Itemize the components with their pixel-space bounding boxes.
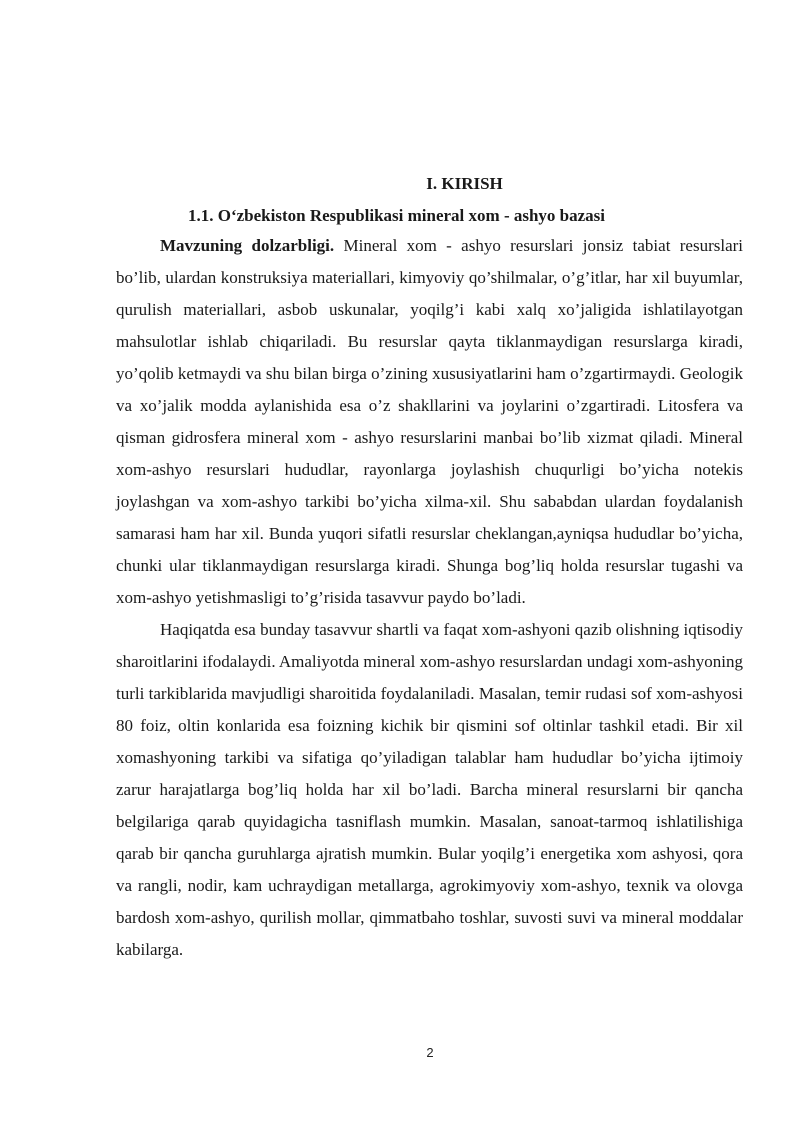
paragraph-classification: Haqiqatda esa bunday tasavvur shartli va faqat xom-ashyoni qazib olishning iqtisodiy sharoitlarini ifodalaydi. Amaliyotda mineral xom-ashyo resurslardan undagi xom-ashyoning turli tarkiblarida mavjudligi sharoitida foydalaniladi. Masalan, temir rudasi sof xom-ashyosi 80 foiz, oltin konlarida esa foizning kichik bir qismini sof oltinlar tashkil etadi. Bir xil xomashyoning tarkibi va sifatiga qo’yiladigan talablar ham hududlar bo’yicha ijtimoiy zarur harajatlarga bog’liq holda har xil bo’ladi. Barcha mineral resurslarni bir qancha belgilariga qarab quyidagicha tasniflash mumkin. Masalan, sanoat-tarmoq ishlatilishiga qarab bir qancha guruhlarga ajratish mumkin. Bular yoqilg’i energetika xom ashyosi, qora va rangli, nodir, kam uchraydigan metallarga, agrokimyoviy xom-ashyo, texnik va olovga bardosh xom-ashyo, qurilish mollar, qimmatbaho toshlar, suvosti suvi va mineral moddalar kabilarga. <box>116 620 743 959</box>
page-number: 2 <box>426 1045 434 1060</box>
paragraph-relevance <box>116 230 743 614</box>
section-title: 1.1. O‘zbekiston Respublikasi mineral xom - ashyo bazasi <box>188 206 606 225</box>
document-page <box>116 170 743 966</box>
paragraph-body: Mineral xom - ashyo resurslari jonsiz tabiat resurslari bo’lib, ulardan konstruksiya materiallari, kimyoviy qo’shilmalar, o’g’itlar, har xil buyumlar, qurulish materiallari, asbob uskunalar, yoqilg’i kabi xalq xo’jaligida ishlatilayotgan mahsulotlar ishlab chiqariladi. Bu resurslar qayta tiklanmaydigan resurslarga kiradi, yo’qolib ketmaydi va shu bilan birga o’zining xususiyatlarini ham o’zgartirmaydi. Geologik va xo’jalik modda aylanishida esa o’z shakllarini va joylarini o’zgartiradi. Litosfera va qisman gidrosfera mineral xom - ashyo resurslarini manbai bo’lib xizmat qiladi. Mineral xom-ashyo resurslari hududlar, rayonlarga joylashish chuqurligi bo’yicha notekis joylashgan va xom-ashyo tarkibi bo’yicha xilma-xil. Shu sababdan ulardan foydalanish samarasi ham har xil. Bunda yuqori sifatli resurslar cheklangan,ayniqsa hududlar bo’yicha, chunki ular tiklanmaydigan resurslarga kiradi. Shunga bog’liq holda resurslar tugashi va xom-ashyo yetishmasligi to’g’risida tasavvur paydo bo’ladi. <box>116 236 743 607</box>
paragraph-lead: Mavzuning dolzarbligi. <box>160 236 335 255</box>
chapter-title: I. KIRISH <box>426 174 503 193</box>
